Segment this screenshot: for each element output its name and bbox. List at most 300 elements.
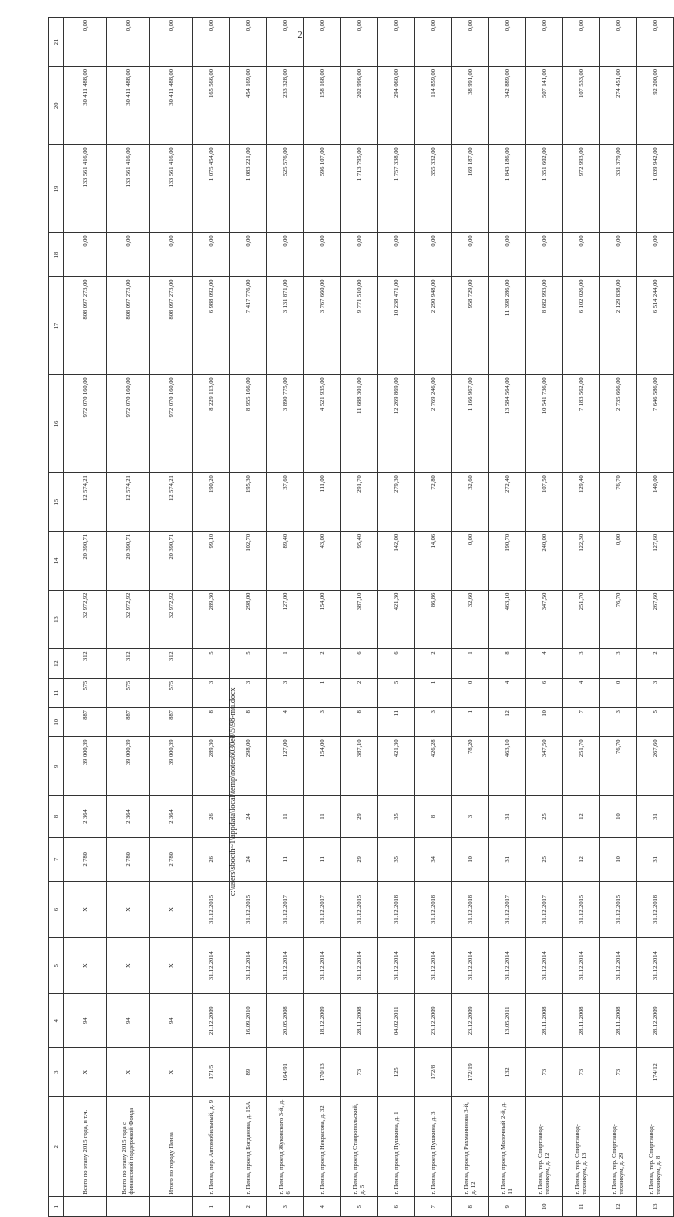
table-cell: 0,00: [637, 233, 674, 277]
table-cell: 31.12.2014: [304, 938, 341, 994]
table-cell: 94: [107, 994, 150, 1048]
table-cell: 8: [452, 1197, 489, 1217]
table-cell: 89,40: [267, 531, 304, 590]
table-cell: 8: [230, 708, 267, 737]
table-cell: 3: [600, 708, 637, 737]
table-cell: 4: [563, 678, 600, 707]
table-cell: 76,70: [600, 590, 637, 649]
table-cell: 9: [489, 1197, 526, 1217]
table-cell: 6: [378, 1197, 415, 1217]
table-cell: 887: [64, 708, 107, 737]
table-cell: 154,00: [304, 737, 341, 796]
table-cell: 23.12.2009: [415, 994, 452, 1048]
table-cell: 7 646 586,00: [637, 375, 674, 473]
table-cell: 28.11.2008: [526, 994, 563, 1048]
table-cell: 2: [637, 649, 674, 678]
table-cell: 31.12.2014: [230, 938, 267, 994]
table-row: [600, 18, 637, 1217]
table-cell: 454 169,00: [230, 67, 267, 145]
table-cell: 312: [64, 649, 107, 678]
table-cell: 7: [415, 1197, 452, 1217]
table-cell: X: [150, 1048, 193, 1097]
table-cell: 31.12.2014: [637, 938, 674, 994]
table-cell: 28.12.2009: [637, 994, 674, 1048]
table-cell: 1 351 602,00: [526, 145, 563, 233]
table-cell: 575: [107, 678, 150, 707]
table-cell: 1: [304, 678, 341, 707]
table-cell: 12 574,21: [107, 473, 150, 532]
table-cell: 972 070 160,00: [64, 375, 107, 473]
table-cell: 2 364: [107, 796, 150, 838]
table-cell: 26: [193, 837, 230, 881]
table-cell: 4: [267, 708, 304, 737]
table-cell: 0,00: [230, 18, 267, 67]
table-cell: 298,00: [230, 737, 267, 796]
table-cell: 154,00: [304, 590, 341, 649]
table-cell: 7 183 562,00: [563, 375, 600, 473]
table-cell: 0,00: [304, 233, 341, 277]
table-cell: 24: [230, 837, 267, 881]
table-cell: 11 398 286,00: [489, 277, 526, 375]
table-cell: 12 574,21: [150, 473, 193, 532]
table-cell: 3: [193, 678, 230, 707]
column-header: 6: [49, 881, 64, 937]
table-cell: 31.12.2014: [193, 938, 230, 994]
table-cell: 114 859,00: [415, 67, 452, 145]
address-cell: г. Пенза, проезд Молочный 2-й, д. 11: [489, 1097, 526, 1197]
table-cell: 107 533,00: [563, 67, 600, 145]
table-cell: 31.12.2014: [563, 938, 600, 994]
table-cell: 30 411 488,00: [64, 67, 107, 145]
table-cell: 4: [489, 678, 526, 707]
address-cell: Всего по этапу 2015 года с финансовой поддержкой Фонда: [107, 1097, 150, 1197]
table-cell: 10: [526, 708, 563, 737]
table-cell: 73: [341, 1048, 378, 1097]
table-cell: 31.12.2014: [452, 938, 489, 994]
table-cell: 35: [378, 796, 415, 838]
table-cell: 0,00: [64, 18, 107, 67]
column-header: 8: [49, 796, 64, 838]
table-cell: 2: [415, 649, 452, 678]
table-cell: 463,10: [489, 737, 526, 796]
table-cell: 30 411 488,00: [107, 67, 150, 145]
table-cell: 39 000,39: [107, 737, 150, 796]
table-cell: 0,00: [526, 233, 563, 277]
table-cell: 3: [637, 678, 674, 707]
table-cell: 31.12.2018: [378, 881, 415, 937]
table-cell: 122,30: [563, 531, 600, 590]
table-cell: 31: [489, 796, 526, 838]
table-cell: 28.11.2008: [563, 994, 600, 1048]
table-cell: 3 890 775,00: [267, 375, 304, 473]
table-cell: 6: [341, 649, 378, 678]
table-cell: 972 070 160,00: [107, 375, 150, 473]
table-cell: 127,60: [637, 531, 674, 590]
table-cell: 28.11.2008: [341, 994, 378, 1048]
table-cell: 73: [600, 1048, 637, 1097]
table-cell: 3 767 660,00: [304, 277, 341, 375]
address-cell: г. Пенза, пер. Автомобильный, д. 9: [193, 1097, 230, 1197]
table-cell: 13: [637, 1197, 674, 1217]
table-cell: X: [64, 881, 107, 937]
table-cell: 31.12.2015: [230, 881, 267, 937]
table-cell: 1: [267, 649, 304, 678]
table-cell: 29: [341, 796, 378, 838]
table-cell: 158 168,00: [304, 67, 341, 145]
table-cell: 133 561 416,00: [107, 145, 150, 233]
table-cell: 0,00: [341, 233, 378, 277]
table-cell: 30 411 488,00: [150, 67, 193, 145]
table-cell: 125: [378, 1048, 415, 1097]
table-cell: 5: [637, 708, 674, 737]
table-cell: 111,00: [304, 473, 341, 532]
table-cell: 10: [600, 837, 637, 881]
table-cell: 73: [563, 1048, 600, 1097]
table-cell: 1: [193, 1197, 230, 1217]
table-cell: 0,00: [415, 18, 452, 67]
table-cell: 107,50: [526, 473, 563, 532]
address-cell: г. Пенза, тер. Спиртзавод-техникум, д. 29: [600, 1097, 637, 1197]
table-cell: 342 889,00: [489, 67, 526, 145]
table-cell: X: [150, 938, 193, 994]
table-cell: 190,20: [193, 473, 230, 532]
address-cell: г. Пенза, тер. Спиртзавод-техникум, д. 8: [637, 1097, 674, 1197]
table-cell: X: [107, 881, 150, 937]
table-cell: 43,00: [304, 531, 341, 590]
table-cell: 1 075 454,00: [193, 145, 230, 233]
page-number: 2: [297, 30, 303, 41]
column-header: 12: [49, 649, 64, 678]
table-cell: 0,00: [563, 233, 600, 277]
table-cell: 86,86: [415, 590, 452, 649]
table-cell: 8 682 993,00: [526, 277, 563, 375]
table-cell: 29: [341, 837, 378, 881]
address-cell: г. Пенза, проезд Пушкина, д. 1: [378, 1097, 415, 1197]
table-cell: 102,70: [230, 531, 267, 590]
table-cell: 3: [452, 796, 489, 838]
address-cell: г. Пенза, проезд Пушкина, д. 3: [415, 1097, 452, 1197]
table-cell: 0,00: [526, 18, 563, 67]
table-cell: 94: [64, 994, 107, 1048]
table-cell: 0,00: [304, 18, 341, 67]
table-cell: 8: [415, 796, 452, 838]
table-cell: 1: [452, 649, 489, 678]
table-cell: 575: [64, 678, 107, 707]
table-cell: 12: [600, 1197, 637, 1217]
table-cell: 14,06: [415, 531, 452, 590]
table-cell: 347,50: [526, 590, 563, 649]
table-cell: [107, 1197, 150, 1217]
table-cell: 1 083 221,00: [230, 145, 267, 233]
table-cell: 0,00: [600, 18, 637, 67]
table-cell: [150, 1197, 193, 1217]
table-cell: 31.12.2014: [600, 938, 637, 994]
table-cell: 20.05.2008: [267, 994, 304, 1048]
housing-program-table-sheet: [48, 17, 662, 1217]
table-cell: 0,00: [563, 18, 600, 67]
table-cell: 0,00: [378, 233, 415, 277]
table-cell: [64, 1197, 107, 1217]
table-cell: 525 576,00: [267, 145, 304, 233]
table-row: [341, 18, 378, 1217]
table-cell: 233 328,00: [267, 67, 304, 145]
table-cell: 10 541 736,00: [526, 375, 563, 473]
table-cell: 6 514 244,00: [637, 277, 674, 375]
table-cell: 0,00: [107, 18, 150, 67]
table-row: [304, 18, 341, 1217]
table-cell: 251,70: [563, 737, 600, 796]
table-cell: 1: [415, 678, 452, 707]
address-cell: г. Пенза, проезд Некрасова, д. 32: [304, 1097, 341, 1197]
table-cell: 347,50: [526, 737, 563, 796]
table-cell: 8: [341, 708, 378, 737]
table-cell: 31.12.2015: [193, 881, 230, 937]
table-cell: 3: [230, 678, 267, 707]
table-cell: 13 584 564,00: [489, 375, 526, 473]
table-cell: 76,70: [600, 737, 637, 796]
table-cell: 31.12.2014: [341, 938, 378, 994]
table-cell: 0,00: [150, 233, 193, 277]
table-cell: 312: [107, 649, 150, 678]
table-cell: 274 451,00: [600, 67, 637, 145]
table-cell: 596 107,00: [304, 145, 341, 233]
table-cell: 2 780: [150, 837, 193, 881]
address-cell: г. Пенза, тер. Спиртзавод-техникум, д. 13: [563, 1097, 600, 1197]
table-cell: 31.12.2017: [267, 881, 304, 937]
table-cell: 11: [304, 837, 341, 881]
column-header: 7: [49, 837, 64, 881]
table-cell: 12 574,21: [64, 473, 107, 532]
table-header-row: [49, 18, 64, 1217]
table-cell: 34: [415, 837, 452, 881]
table-row: [452, 18, 489, 1217]
table-cell: 174/12: [637, 1048, 674, 1097]
table-cell: 0,00: [452, 233, 489, 277]
table-cell: 129,40: [563, 473, 600, 532]
table-cell: 20 390,71: [64, 531, 107, 590]
table-cell: 140,00: [637, 473, 674, 532]
table-cell: 6: [378, 649, 415, 678]
table-cell: 6 102 026,00: [563, 277, 600, 375]
table-cell: 5: [193, 649, 230, 678]
table-cell: 20 390,71: [150, 531, 193, 590]
table-cell: 2 780: [107, 837, 150, 881]
table-cell: 2 780: [64, 837, 107, 881]
table-cell: 3 131 871,00: [267, 277, 304, 375]
table-row: [415, 18, 452, 1217]
table-cell: X: [64, 1048, 107, 1097]
table-cell: 387,10: [341, 737, 378, 796]
table-cell: 2 364: [150, 796, 193, 838]
table-cell: 127,00: [267, 737, 304, 796]
table-cell: X: [107, 938, 150, 994]
table-cell: 39 000,39: [64, 737, 107, 796]
table-cell: 1: [452, 708, 489, 737]
table-cell: 267,60: [637, 590, 674, 649]
address-cell: Всего по этапу 2015 года, в т.ч.: [64, 1097, 107, 1197]
table-cell: 190,70: [489, 531, 526, 590]
address-cell: г. Пенза, проезд Рахманинова 3-й, д. 12: [452, 1097, 489, 1197]
table-cell: 240,00: [526, 531, 563, 590]
table-cell: 28.11.2008: [600, 994, 637, 1048]
table-cell: 2 364: [64, 796, 107, 838]
table-cell: 31.12.2014: [378, 938, 415, 994]
table-cell: 11: [304, 796, 341, 838]
column-header: 17: [49, 277, 64, 375]
table-cell: 73: [526, 1048, 563, 1097]
table-cell: 31.12.2014: [415, 938, 452, 994]
table-cell: 251,70: [563, 590, 600, 649]
table-cell: 267,60: [637, 737, 674, 796]
column-header: 13: [49, 590, 64, 649]
table-cell: 0,00: [64, 233, 107, 277]
summary-row: [64, 18, 107, 1217]
housing-program-table: [48, 17, 674, 1217]
column-header: 20: [49, 67, 64, 145]
table-cell: 2: [341, 678, 378, 707]
document-file-path: c:\users\sbocth~1\appdata\local\temp\notes6030e8\5\98-mu.docx: [228, 687, 237, 896]
table-cell: 0,00: [267, 233, 304, 277]
table-cell: 8 955 166,00: [230, 375, 267, 473]
table-cell: 2: [230, 1197, 267, 1217]
table-cell: 8 229 113,00: [193, 375, 230, 473]
table-cell: 171/5: [193, 1048, 230, 1097]
table-cell: 0: [600, 678, 637, 707]
table-cell: 32 972,92: [150, 590, 193, 649]
table-cell: 23.12.2009: [452, 994, 489, 1048]
table-cell: 13.05.2011: [489, 994, 526, 1048]
table-cell: 12: [563, 796, 600, 838]
table-cell: 25: [526, 837, 563, 881]
table-cell: 0,00: [230, 233, 267, 277]
column-header: 11: [49, 678, 64, 707]
table-cell: 11: [267, 837, 304, 881]
table-cell: 8: [193, 708, 230, 737]
column-header: 14: [49, 531, 64, 590]
column-header: 16: [49, 375, 64, 473]
table-cell: 31.12.2014: [526, 938, 563, 994]
table-cell: 170/13: [304, 1048, 341, 1097]
table-cell: 808 097 273,00: [64, 277, 107, 375]
table-cell: X: [107, 1048, 150, 1097]
table-cell: 887: [150, 708, 193, 737]
table-cell: 887: [107, 708, 150, 737]
summary-row: [107, 18, 150, 1217]
table-cell: 21.12.2009: [193, 994, 230, 1048]
table-cell: 2 735 666,00: [600, 375, 637, 473]
table-cell: 11 688 301,00: [341, 375, 378, 473]
table-cell: 6 988 092,00: [193, 277, 230, 375]
column-header: 19: [49, 145, 64, 233]
table-cell: 20 390,71: [107, 531, 150, 590]
table-row: [378, 18, 415, 1217]
table-cell: 32,60: [452, 590, 489, 649]
table-cell: 18.12.2009: [304, 994, 341, 1048]
table-cell: 31.12.2014: [267, 938, 304, 994]
table-cell: 1 843 186,00: [489, 145, 526, 233]
table-cell: 507 141,00: [526, 67, 563, 145]
table-cell: 808 097 273,00: [150, 277, 193, 375]
table-cell: 0,00: [193, 233, 230, 277]
table-cell: 31.12.2017: [526, 881, 563, 937]
table-cell: 3: [267, 678, 304, 707]
table-cell: 0,00: [637, 18, 674, 67]
table-cell: 0,00: [489, 233, 526, 277]
table-cell: 11: [378, 708, 415, 737]
table-cell: 4: [304, 1197, 341, 1217]
column-header: 1: [49, 1197, 64, 1217]
table-cell: 1 713 795,00: [341, 145, 378, 233]
table-cell: 172/8: [415, 1048, 452, 1097]
address-cell: г. Пенза, проезд Жуковского 3-й, д. 6: [267, 1097, 304, 1197]
table-cell: 12: [563, 837, 600, 881]
table-row: [267, 18, 304, 1217]
table-cell: 31.12.2018: [415, 881, 452, 937]
table-cell: 387,10: [341, 590, 378, 649]
table-cell: 31: [489, 837, 526, 881]
table-cell: 2: [304, 649, 341, 678]
table-cell: 31: [637, 796, 674, 838]
table-cell: 31.12.2018: [637, 881, 674, 937]
table-cell: 10: [600, 796, 637, 838]
table-cell: X: [64, 938, 107, 994]
column-header: 2: [49, 1097, 64, 1197]
table-cell: 0: [452, 678, 489, 707]
table-cell: 5: [378, 678, 415, 707]
table-cell: 2 290 948,00: [415, 277, 452, 375]
address-cell: Итого по городу Пенза: [150, 1097, 193, 1197]
table-cell: 25: [526, 796, 563, 838]
table-cell: 294 060,00: [378, 67, 415, 145]
table-cell: 3: [267, 1197, 304, 1217]
table-cell: 24: [230, 796, 267, 838]
table-cell: 5: [230, 649, 267, 678]
table-cell: 11: [267, 796, 304, 838]
table-cell: 291,70: [341, 473, 378, 532]
table-cell: 31.12.2017: [489, 881, 526, 937]
table-cell: 9 771 510,00: [341, 277, 378, 375]
table-cell: 31.12.2015: [600, 881, 637, 937]
table-cell: 2 769 246,00: [415, 375, 452, 473]
table-cell: 195,30: [230, 473, 267, 532]
table-cell: 169 187,00: [452, 145, 489, 233]
table-cell: 7 417 776,00: [230, 277, 267, 375]
table-row: [489, 18, 526, 1217]
table-cell: 04.02.2011: [378, 994, 415, 1048]
table-cell: 0,00: [600, 531, 637, 590]
table-cell: 31: [637, 837, 674, 881]
table-cell: 421,30: [378, 590, 415, 649]
table-cell: 132: [489, 1048, 526, 1097]
table-cell: 11: [563, 1197, 600, 1217]
table-cell: 31.12.2017: [304, 881, 341, 937]
address-cell: г. Пенза, проезд Ставропольский, д. 5: [341, 1097, 378, 1197]
table-cell: 10 238 471,00: [378, 277, 415, 375]
table-row: [526, 18, 563, 1217]
table-cell: 99,10: [193, 531, 230, 590]
table-cell: 0,00: [193, 18, 230, 67]
column-header: 4: [49, 994, 64, 1048]
table-cell: 39 000,39: [150, 737, 193, 796]
table-cell: 463,10: [489, 590, 526, 649]
table-cell: 289,30: [193, 737, 230, 796]
table-cell: 958 729,00: [452, 277, 489, 375]
table-cell: 331 379,00: [600, 145, 637, 233]
table-cell: 972 070 160,00: [150, 375, 193, 473]
column-header: 9: [49, 737, 64, 796]
table-cell: 92 200,00: [637, 67, 674, 145]
address-cell: г. Пенза, тер. Спиртзавод-техникум, д. 12: [526, 1097, 563, 1197]
